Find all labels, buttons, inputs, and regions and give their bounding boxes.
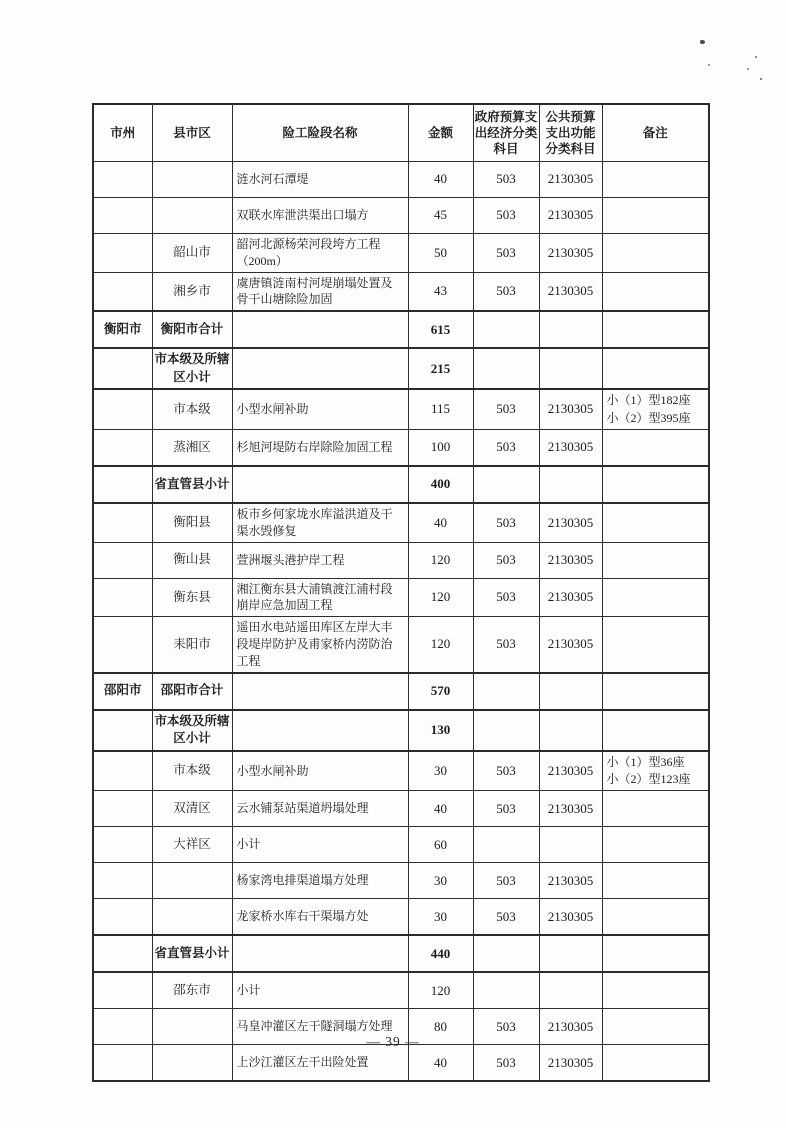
cell-remark <box>602 162 709 198</box>
cell-project-name <box>232 348 408 389</box>
cell-amount: 30 <box>408 751 473 791</box>
cell-project-name <box>232 710 408 751</box>
cell-econ-code <box>473 827 539 863</box>
cell-project-name: 龙家桥水库右干渠塌方处 <box>232 899 408 936</box>
cell-project-name: 虞唐镇涟南村河堤崩塌处置及骨干山塘除险加固 <box>232 272 408 311</box>
cell-project-name: 马皇冲灌区左干隧洞塌方处理 <box>232 1009 408 1045</box>
cell-county: 邵东市 <box>152 972 232 1009</box>
cell-remark <box>602 899 709 936</box>
cell-econ-code <box>473 673 539 710</box>
cell-project-name: 小计 <box>232 972 408 1009</box>
cell-amount: 120 <box>408 617 473 673</box>
cell-county <box>152 899 232 936</box>
cell-amount: 40 <box>408 1045 473 1082</box>
cell-project-name: 板市乡何家垅水库溢洪道及干渠水毁修复 <box>232 503 408 542</box>
cell-econ-code: 503 <box>473 1045 539 1082</box>
table-row <box>93 827 709 863</box>
cell-econ-code: 503 <box>473 542 539 578</box>
cell-city <box>93 198 152 234</box>
cell-project-name <box>232 935 408 972</box>
cell-econ-code: 503 <box>473 1009 539 1045</box>
cell-county: 韶山市 <box>152 234 232 273</box>
cell-econ-code <box>473 348 539 389</box>
cell-remark <box>602 503 709 542</box>
cell-func-code: 2130305 <box>539 863 602 899</box>
cell-func-code <box>539 710 602 751</box>
cell-econ-code: 503 <box>473 389 539 429</box>
cell-county: 大祥区 <box>152 827 232 863</box>
table-row <box>93 710 709 751</box>
cell-remark <box>602 935 709 972</box>
cell-econ-code: 503 <box>473 863 539 899</box>
cell-remark <box>602 466 709 503</box>
cell-func-code: 2130305 <box>539 429 602 466</box>
cell-city <box>93 791 152 827</box>
cell-amount: 215 <box>408 348 473 389</box>
cell-city: 邵阳市 <box>93 673 152 710</box>
cell-county: 衡山县 <box>152 542 232 578</box>
cell-econ-code: 503 <box>473 578 539 617</box>
cell-amount: 120 <box>408 578 473 617</box>
table-row <box>93 198 709 234</box>
table-row <box>93 272 709 311</box>
column-header: 公共预算支出功能分类科目 <box>539 104 602 162</box>
cell-func-code: 2130305 <box>539 162 602 198</box>
cell-func-code: 2130305 <box>539 542 602 578</box>
cell-amount: 40 <box>408 503 473 542</box>
table-row <box>93 935 709 972</box>
cell-county: 蒸湘区 <box>152 429 232 466</box>
table-row <box>93 503 709 542</box>
cell-amount: 43 <box>408 272 473 311</box>
cell-project-name: 萱洲堰头港护岸工程 <box>232 542 408 578</box>
scan-speck <box>755 56 757 58</box>
remark-line: 小（2）型395座 <box>606 410 691 425</box>
cell-func-code <box>539 311 602 348</box>
table-row <box>93 791 709 827</box>
table-row <box>93 751 709 791</box>
cell-county: 衡阳市合计 <box>152 311 232 348</box>
cell-amount: 50 <box>408 234 473 273</box>
column-header: 险工险段名称 <box>232 104 408 162</box>
table-row <box>93 972 709 1009</box>
cell-county: 双清区 <box>152 791 232 827</box>
cell-county: 市本级 <box>152 751 232 791</box>
cell-econ-code: 503 <box>473 162 539 198</box>
table-row <box>93 1045 709 1082</box>
table-body <box>93 162 709 1082</box>
cell-city <box>93 899 152 936</box>
cell-amount: 45 <box>408 198 473 234</box>
cell-city <box>93 466 152 503</box>
table-row <box>93 863 709 899</box>
table-row <box>93 389 709 429</box>
cell-project-name <box>232 311 408 348</box>
column-header: 备注 <box>602 104 709 162</box>
cell-econ-code: 503 <box>473 503 539 542</box>
cell-amount: 100 <box>408 429 473 466</box>
cell-county <box>152 1045 232 1082</box>
table-row <box>93 348 709 389</box>
cell-remark <box>602 751 709 791</box>
cell-amount: 130 <box>408 710 473 751</box>
cell-project-name: 双联水库泄洪渠出口塌方 <box>232 198 408 234</box>
remark-line: 小（2）型123座 <box>606 771 691 786</box>
table-row <box>93 234 709 273</box>
cell-county: 邵阳市合计 <box>152 673 232 710</box>
cell-city <box>93 272 152 311</box>
cell-county: 市本级及所辖区小计 <box>152 348 232 389</box>
cell-county: 市本级及所辖区小计 <box>152 710 232 751</box>
cell-county: 省直管县小计 <box>152 466 232 503</box>
cell-county: 衡阳县 <box>152 503 232 542</box>
cell-remark <box>602 198 709 234</box>
cell-county <box>152 863 232 899</box>
cell-func-code: 2130305 <box>539 751 602 791</box>
cell-project-name: 湘江衡东县大浦镇渡江浦村段崩岸应急加固工程 <box>232 578 408 617</box>
header-row <box>93 104 709 162</box>
cell-project-name: 小型水闸补助 <box>232 751 408 791</box>
table-header <box>93 104 709 162</box>
cell-city <box>93 710 152 751</box>
table-row <box>93 899 709 936</box>
cell-project-name: 遥田水电站遥田库区左岸大丰段堤岸防护及甫家桥内涝防治工程 <box>232 617 408 673</box>
cell-city <box>93 578 152 617</box>
cell-county: 湘乡市 <box>152 272 232 311</box>
cell-project-name <box>232 466 408 503</box>
cell-amount: 80 <box>408 1009 473 1045</box>
page-number: — 39 — <box>366 1034 420 1049</box>
cell-city <box>93 348 152 389</box>
cell-city <box>93 1045 152 1082</box>
cell-amount: 440 <box>408 935 473 972</box>
cell-econ-code <box>473 935 539 972</box>
cell-econ-code <box>473 972 539 1009</box>
cell-amount: 615 <box>408 311 473 348</box>
cell-func-code <box>539 827 602 863</box>
cell-county: 耒阳市 <box>152 617 232 673</box>
cell-econ-code: 503 <box>473 234 539 273</box>
scan-speck <box>747 68 749 70</box>
cell-remark <box>602 1045 709 1082</box>
scan-speck <box>708 64 710 66</box>
cell-func-code: 2130305 <box>539 272 602 311</box>
cell-econ-code: 503 <box>473 751 539 791</box>
column-header: 政府预算支出经济分类科目 <box>473 104 539 162</box>
table-row <box>93 162 709 198</box>
cell-project-name: 韶河北源杨荣河段垮方工程（200m） <box>232 234 408 273</box>
cell-func-code: 2130305 <box>539 578 602 617</box>
cell-remark <box>602 710 709 751</box>
cell-remark <box>602 791 709 827</box>
cell-county <box>152 198 232 234</box>
cell-remark <box>602 578 709 617</box>
cell-econ-code <box>473 710 539 751</box>
cell-city <box>93 935 152 972</box>
cell-func-code: 2130305 <box>539 617 602 673</box>
cell-city <box>93 751 152 791</box>
cell-func-code <box>539 972 602 1009</box>
cell-city <box>93 389 152 429</box>
cell-amount: 40 <box>408 162 473 198</box>
cell-func-code <box>539 466 602 503</box>
cell-project-name: 涟水河石潭堤 <box>232 162 408 198</box>
cell-city <box>93 863 152 899</box>
cell-city <box>93 429 152 466</box>
cell-func-code: 2130305 <box>539 503 602 542</box>
cell-city: 衡阳市 <box>93 311 152 348</box>
column-header: 县市区 <box>152 104 232 162</box>
cell-amount: 30 <box>408 863 473 899</box>
cell-amount: 120 <box>408 542 473 578</box>
cell-remark <box>602 863 709 899</box>
cell-remark <box>602 389 709 429</box>
cell-func-code: 2130305 <box>539 1045 602 1082</box>
remark-line: 小（1）型36座 <box>606 754 685 769</box>
scan-speck <box>700 40 705 44</box>
cell-econ-code: 503 <box>473 198 539 234</box>
cell-func-code <box>539 673 602 710</box>
table-row <box>93 617 709 673</box>
cell-remark <box>602 429 709 466</box>
cell-remark <box>602 827 709 863</box>
column-header: 金额 <box>408 104 473 162</box>
cell-remark <box>602 234 709 273</box>
cell-county <box>152 162 232 198</box>
cell-remark <box>602 542 709 578</box>
cell-amount: 400 <box>408 466 473 503</box>
cell-county: 衡东县 <box>152 578 232 617</box>
cell-func-code <box>539 348 602 389</box>
cell-econ-code <box>473 466 539 503</box>
cell-func-code: 2130305 <box>539 1009 602 1045</box>
scan-speck <box>760 78 762 80</box>
cell-amount: 570 <box>408 673 473 710</box>
cell-project-name: 小计 <box>232 827 408 863</box>
table-row <box>93 578 709 617</box>
cell-amount: 30 <box>408 899 473 936</box>
cell-econ-code: 503 <box>473 272 539 311</box>
table-row <box>93 429 709 466</box>
cell-remark <box>602 673 709 710</box>
cell-econ-code: 503 <box>473 899 539 936</box>
cell-project-name: 杉旭河堤防右岸除险加固工程 <box>232 429 408 466</box>
table-row <box>93 311 709 348</box>
cell-econ-code: 503 <box>473 617 539 673</box>
cell-amount: 120 <box>408 972 473 1009</box>
cell-amount: 40 <box>408 791 473 827</box>
cell-remark <box>602 348 709 389</box>
cell-city <box>93 234 152 273</box>
cell-remark <box>602 311 709 348</box>
cell-city <box>93 542 152 578</box>
cell-county: 省直管县小计 <box>152 935 232 972</box>
cell-econ-code: 503 <box>473 429 539 466</box>
cell-remark <box>602 272 709 311</box>
cell-city <box>93 972 152 1009</box>
remark-line: 小（1）型182座 <box>606 393 691 408</box>
cell-city <box>93 617 152 673</box>
cell-city <box>93 827 152 863</box>
cell-econ-code <box>473 311 539 348</box>
cell-func-code: 2130305 <box>539 234 602 273</box>
table-row <box>93 466 709 503</box>
budget-table <box>92 103 710 1082</box>
cell-func-code: 2130305 <box>539 389 602 429</box>
cell-project-name: 小型水闸补助 <box>232 389 408 429</box>
cell-county: 市本级 <box>152 389 232 429</box>
cell-econ-code: 503 <box>473 791 539 827</box>
cell-func-code: 2130305 <box>539 198 602 234</box>
cell-amount: 115 <box>408 389 473 429</box>
cell-project-name: 上沙江灌区左干出险处置 <box>232 1045 408 1082</box>
column-header: 市州 <box>93 104 152 162</box>
table-row <box>93 673 709 710</box>
cell-remark <box>602 972 709 1009</box>
cell-func-code <box>539 935 602 972</box>
cell-remark <box>602 617 709 673</box>
cell-city <box>93 503 152 542</box>
cell-project-name: 云水铺泵站渠道坍塌处理 <box>232 791 408 827</box>
cell-amount: 60 <box>408 827 473 863</box>
cell-project-name <box>232 673 408 710</box>
table-row <box>93 542 709 578</box>
cell-project-name: 杨家湾电排渠道塌方处理 <box>232 863 408 899</box>
cell-city <box>93 162 152 198</box>
cell-func-code: 2130305 <box>539 791 602 827</box>
cell-func-code: 2130305 <box>539 899 602 936</box>
